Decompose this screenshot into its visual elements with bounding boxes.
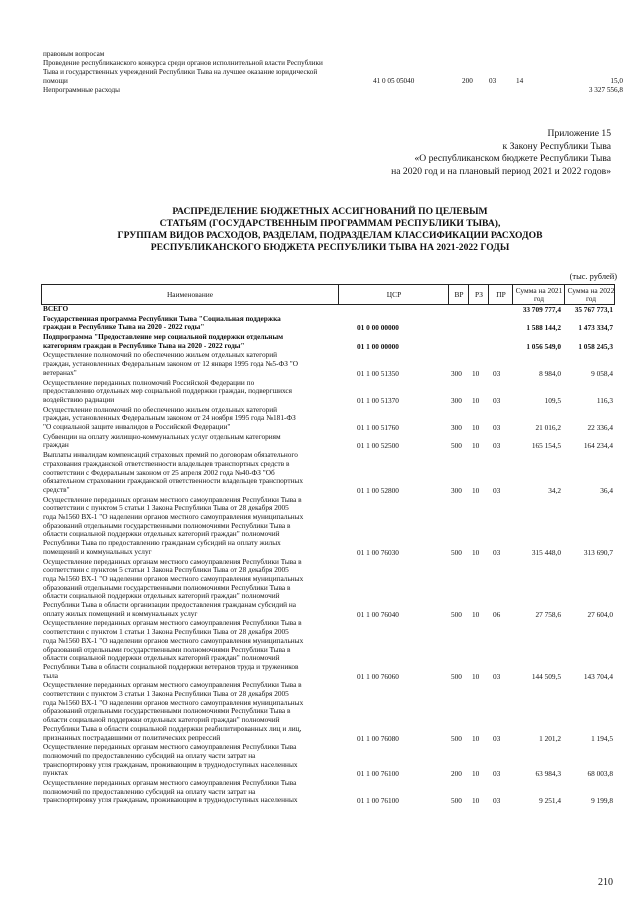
carry-over-text: помощи (43, 77, 68, 85)
row-name-line: пунктах (43, 768, 69, 778)
table-header (41, 284, 615, 304)
cell-s1: 9 251,4 (539, 796, 561, 806)
row-name-line: транспортировку угля гражданам, проживающим в труднодоступных населенных (43, 795, 298, 805)
cell-rz: 10 (472, 485, 480, 495)
cell-csr: 01 1 00 51370 (357, 395, 399, 405)
row-name-line: соответствии с пунктом 3 статьи 1 Закона Республики Тыва от 28 декабря 2005 (43, 689, 289, 699)
cell-s2: 68 003,8 (587, 769, 613, 779)
table-row (41, 451, 615, 496)
row-name-line: года №1560 ВХ-1 "О наделении органов местного самоуправления муниципальных (43, 512, 304, 522)
table-row (41, 351, 615, 378)
row-name (43, 333, 343, 350)
cell-vr: 300 (451, 485, 462, 495)
appendix-line: Приложение 15 (547, 128, 611, 139)
cell-pr: 03 (493, 769, 501, 779)
row-name (43, 779, 343, 805)
cell-s2: 9 199,8 (591, 796, 613, 806)
header-sum-2022: Сумма на 2022 год (564, 285, 617, 304)
row-name (43, 619, 343, 680)
carry-over-sum: 15,0 (610, 77, 623, 85)
cell-s2: 1 473 334,7 (578, 323, 613, 333)
header-name: Наименование (166, 289, 214, 299)
cell-csr: 01 1 00 51350 (357, 368, 399, 378)
table-row (41, 406, 615, 433)
row-name-line: области социальной поддержки отдельных категорий граждан" полномочий (43, 591, 280, 601)
row-name-line: ветеранах" (43, 367, 77, 377)
cell-csr: 01 1 00 52500 (357, 441, 399, 451)
row-name-line: граждан, установленных Федеральным законом от 12 января 1995 года №5-ФЗ "О (43, 359, 298, 369)
row-name-line: Республики Тыва в области социальной поддержки реабилитированных лиц и лиц, (43, 723, 302, 733)
row-name (43, 406, 343, 432)
table-row (41, 619, 615, 681)
carry-over-block (43, 50, 623, 95)
cell-s1: 33 709 777,4 (522, 304, 561, 314)
cell-csr: 01 1 00 52800 (357, 485, 399, 495)
row-name (43, 305, 343, 314)
carry-over-line (43, 77, 623, 86)
title-line: РАСПРЕДЕЛЕНИЕ БЮДЖЕТНЫХ АССИГНОВАНИЙ ПО ЦЕЛЕВЫМ (172, 206, 488, 217)
cell-csr: 01 1 00 76080 (357, 733, 399, 743)
cell-rz: 10 (472, 368, 480, 378)
row-name (43, 379, 343, 405)
cell-rz: 10 (472, 609, 480, 619)
carry-over-vr: 200 (462, 77, 473, 85)
row-name-line: Выплаты инвалидам компенсаций страховых премий по договорам обязательного (43, 450, 298, 460)
row-name-line: года №1560 ВХ-1 "О наделении органов местного самоуправления муниципальных (43, 573, 304, 583)
header-csr: ЦСР (338, 285, 449, 304)
cell-s2: 164 234,4 (583, 441, 613, 451)
row-name-line: Осуществление полномочий по обеспечению жильем отдельных категорий (43, 350, 278, 360)
cell-rz: 10 (472, 423, 480, 433)
cell-vr: 300 (451, 368, 462, 378)
cell-s1: 165 154,5 (531, 441, 561, 451)
appendix-line: на 2020 год и на плановый период 2021 и 2022 годов» (391, 165, 611, 177)
table-row (41, 433, 615, 451)
row-name-line: воздействию радиации (43, 394, 115, 404)
carry-over-text: Непрограммные расходы (43, 86, 120, 94)
cell-s1: 63 984,3 (535, 769, 561, 779)
row-name-line: Осуществление переданных органам местного самоуправления Республики Тыва в (43, 680, 302, 690)
carry-over-sum: 3 327 556,8 (588, 86, 623, 94)
carry-over-text: Тыва и государственных учреждений Республики Тыва на лучшее оказание юридической (43, 68, 318, 76)
table-row (41, 681, 615, 743)
row-name-line: года №1560 ВХ-1 "О наделении органов местного самоуправления муниципальных (43, 635, 304, 645)
table-row (41, 379, 615, 406)
row-name-line: граждан (43, 440, 69, 450)
cell-rz: 10 (472, 733, 480, 743)
carry-over-pr: 14 (516, 77, 524, 85)
table-row (41, 743, 615, 779)
row-name-line: Осуществление переданных органам местного самоуправления Республики Тыва в (43, 556, 302, 566)
cell-vr: 300 (451, 423, 462, 433)
cell-rz: 10 (472, 441, 480, 451)
row-name (43, 315, 343, 332)
carry-over-text: Проведение республиканского конкурса среди органов исполнительной власти Республики (43, 59, 323, 67)
cell-csr: 01 1 00 51760 (357, 423, 399, 433)
table-row (41, 333, 615, 351)
cell-rz: 10 (472, 547, 480, 557)
cell-s2: 143 704,4 (583, 671, 613, 681)
table-body (41, 304, 615, 806)
page-number: 210 (598, 877, 613, 888)
cell-vr: 500 (451, 547, 462, 557)
cell-pr: 03 (493, 368, 501, 378)
row-name-line: Республики Тыва в области организации предоставления гражданам субсидий на (43, 600, 297, 610)
row-name-line: Осуществление полномочий по обеспечению жильем отдельных категорий (43, 404, 278, 414)
carry-over-line (43, 50, 623, 59)
row-name-line: Осуществление переданных органам местного самоуправления Республики Тыва (43, 742, 297, 752)
cell-s2: 116,3 (596, 395, 613, 405)
row-name (43, 681, 343, 742)
appendix-line: к Закону Республики Тыва (502, 140, 611, 152)
title-line: ГРУППАМ ВИДОВ РАСХОДОВ, РАЗДЕЛАМ, ПОДРАЗДЕЛАМ КЛАССИФИКАЦИИ РАСХОДОВ (117, 230, 543, 241)
row-name-line: Осуществление переданных полномочий Российской Федерации по (43, 377, 255, 387)
row-name-line: года №1560 ВХ-1 "О наделении органов местного самоуправления муниципальных (43, 697, 304, 707)
table-row (41, 779, 615, 806)
row-name-line: транспортировку угля гражданам, проживающим в труднодоступных населенных (43, 759, 298, 769)
row-name-line: Республики Тыва в области социальной поддержки ветеранов труда и тружеников (43, 661, 299, 671)
cell-s2: 36,4 (600, 485, 613, 495)
cell-s2: 313 690,7 (583, 547, 613, 557)
table-row (41, 558, 615, 620)
row-name-line: "О социальной защите инвалидов в Российской Федерации" (43, 422, 231, 432)
cell-csr: 01 1 00 76100 (357, 796, 399, 806)
row-name-line: соответствии с Федеральным законом от 25 апреля 2002 года №40-ФЗ "Об (43, 467, 275, 477)
units-label: (тыс. рублей) (569, 272, 617, 281)
row-name-line: Субвенции на оплату жилищно-коммунальных услуг отдельным категориям (43, 431, 281, 441)
cell-vr: 500 (451, 733, 462, 743)
table-row (41, 315, 615, 333)
row-name-line: Государственная программа Республики Тыва "Социальная поддержка (43, 313, 281, 323)
row-name (43, 351, 343, 377)
row-name-line: образований отдельными государственными полномочиями Республики Тыва в (43, 706, 291, 716)
cell-csr: 01 1 00 76100 (357, 769, 399, 779)
cell-pr: 03 (493, 671, 501, 681)
cell-pr: 03 (493, 485, 501, 495)
row-name (43, 433, 343, 450)
row-name-line: образований отдельными государственными полномочиями Республики Тыва в (43, 644, 291, 654)
row-name-line: Осуществление переданных органам местного самоуправления Республики Тыва в (43, 618, 302, 628)
table-row (41, 496, 615, 558)
header-sum-2021: Сумма на 2021 год (512, 285, 565, 304)
cell-s2: 1 194,5 (591, 733, 613, 743)
cell-s1: 1 588 144,2 (526, 323, 561, 333)
row-name-line: тыла (43, 670, 58, 680)
cell-rz: 10 (472, 769, 480, 779)
cell-s1: 21 016,2 (535, 423, 561, 433)
carry-over-text: правовым вопросам (43, 50, 105, 58)
cell-vr: 500 (451, 441, 462, 451)
cell-vr: 500 (451, 609, 462, 619)
row-name-line: страхования гражданской ответственности владельцев транспортных средств в (43, 458, 290, 468)
cell-s1: 1 056 549,0 (526, 341, 561, 351)
appendix-line: «О республиканском бюджете Республики Тыва (414, 153, 611, 164)
cell-s2: 27 604,0 (587, 609, 613, 619)
carry-over-line (43, 59, 623, 68)
cell-csr: 01 1 00 76060 (357, 671, 399, 681)
cell-vr: 500 (451, 671, 462, 681)
cell-s1: 144 509,5 (531, 671, 561, 681)
row-name-line: области социальной поддержки отдельных категорий граждан" полномочий (43, 653, 280, 663)
title-line: СТАТЬЯМ (ГОСУДАРСТВЕННЫМ ПРОГРАММАМ РЕСПУБЛИКИ ТЫВА), (159, 218, 501, 229)
row-name-line: образований отдельными государственными полномочиями Республики Тыва в (43, 520, 291, 530)
row-name (43, 743, 343, 778)
row-name-line: ВСЕГО (43, 304, 69, 313)
cell-vr: 200 (451, 769, 462, 779)
cell-csr: 01 1 00 76040 (357, 609, 399, 619)
cell-vr: 500 (451, 796, 462, 806)
cell-s1: 315 448,0 (531, 547, 561, 557)
row-name-line: области социальной поддержки отдельных категорий граждан" полномочий (43, 529, 280, 539)
cell-rz: 10 (472, 671, 480, 681)
document-title (60, 206, 600, 254)
row-name-line: категориям граждан в Республике Тыва на 2020 - 2022 годы" (43, 340, 245, 350)
row-name-line: оплату жилых помещений и коммунальных услуг (43, 608, 198, 618)
cell-pr: 03 (493, 423, 501, 433)
cell-s1: 109,5 (544, 395, 561, 405)
budget-table (41, 284, 615, 806)
cell-csr: 01 1 00 76030 (357, 547, 399, 557)
row-name-line: помещений и коммунальных услуг (43, 546, 152, 556)
row-name-line: области социальной поддержки отдельных категорий граждан" полномочий (43, 715, 280, 725)
row-name-line: Подпрограмма "Предоставление мер социальной поддержки отдельным (43, 332, 284, 342)
row-name-line: граждан в Республике Тыва на 2020 - 2022 годы" (43, 322, 205, 332)
cell-s2: 22 336,4 (587, 423, 613, 433)
cell-rz: 10 (472, 395, 480, 405)
cell-pr: 06 (493, 609, 501, 619)
carry-over-csr: 41 0 05 05040 (373, 77, 415, 85)
row-name-line: предоставлению отдельных мер социальной поддержки граждан, подвергшихся (43, 386, 293, 396)
row-name-line: полномочий по предоставлению субсидий на оплату части затрат на (43, 750, 256, 760)
cell-vr: 300 (451, 395, 462, 405)
cell-pr: 03 (493, 796, 501, 806)
carry-over-line (43, 86, 623, 95)
cell-pr: 03 (493, 395, 501, 405)
row-name-line: граждан, установленных Федеральным законом от 24 ноября 1995 года №181-ФЗ (43, 413, 296, 423)
cell-s2: 1 058 245,3 (578, 341, 613, 351)
cell-s2: 35 767 773,1 (574, 304, 613, 314)
cell-csr: 01 0 00 00000 (357, 323, 399, 333)
row-name-line: соответствии с пунктом 5 статьи 1 Закона Республики Тыва от 28 декабря 2005 (43, 503, 289, 513)
row-name-line: Республики Тыва по предоставлению гражданам субсидий на оплату жилых (43, 538, 281, 548)
row-name-line: полномочий по предоставлению субсидий на оплату части затрат на (43, 786, 256, 796)
header-vr: ВР (448, 285, 469, 304)
row-name-line: соответствии с пунктом 5 статьи 1 Закона Республики Тыва от 28 декабря 2005 (43, 565, 289, 575)
cell-pr: 03 (493, 547, 501, 557)
carry-over-rz: 03 (489, 77, 497, 85)
row-name-line: признанных пострадавшими от политических репрессий (43, 732, 221, 742)
title-line: РЕСПУБЛИКАНСКОГО БЮДЖЕТА РЕСПУБЛИКИ ТЫВА НА 2021-2022 ГОДЫ (150, 242, 510, 253)
cell-s2: 9 058,4 (591, 368, 613, 378)
carry-over-line (43, 68, 623, 77)
row-name (43, 451, 343, 495)
row-name-line: Осуществление переданных органам местного самоуправления Республики Тыва (43, 778, 297, 787)
header-rz: РЗ (468, 285, 489, 304)
cell-pr: 03 (493, 733, 501, 743)
cell-s1: 1 201,2 (539, 733, 561, 743)
cell-csr: 01 1 00 00000 (357, 341, 399, 351)
row-name (43, 558, 343, 619)
row-name (43, 496, 343, 557)
header-pr: ПР (488, 285, 513, 304)
row-name-line: образований отдельными государственными полномочиями Республики Тыва в (43, 582, 291, 592)
cell-rz: 10 (472, 796, 480, 806)
row-name-line: средств" (43, 484, 70, 494)
cell-s1: 8 984,0 (539, 368, 561, 378)
cell-pr: 03 (493, 441, 501, 451)
cell-s1: 27 758,6 (535, 609, 561, 619)
cell-s1: 34,2 (548, 485, 561, 495)
row-name-line: соответствии с пунктом 1 статьи 1 Закона Республики Тыва от 28 декабря 2005 (43, 627, 289, 637)
appendix-header (391, 128, 611, 178)
row-name-line: обязательном страховании гражданской ответственности владельцев транспортных (43, 476, 303, 486)
row-name-line: Осуществление переданных органам местного самоуправления Республики Тыва в (43, 494, 302, 504)
